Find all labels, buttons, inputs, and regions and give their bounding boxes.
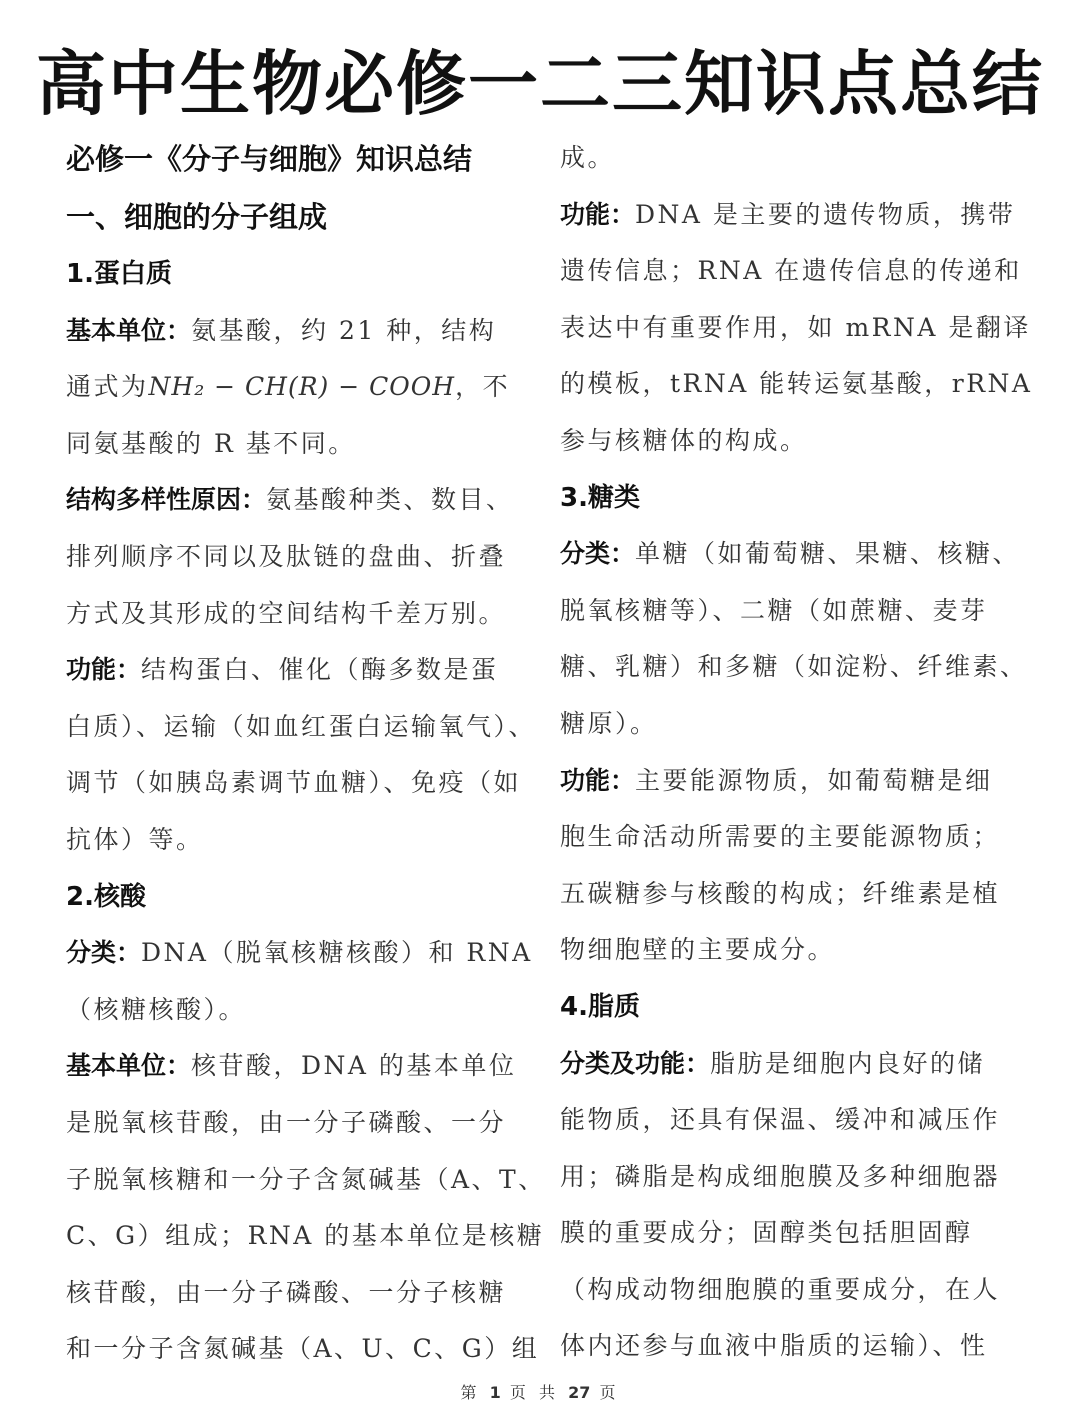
sugar-function-line: [560, 753, 1020, 810]
protein-function-line4: 抗体）等。: [66, 824, 204, 854]
formula-suffix: ，不: [455, 372, 511, 402]
protein-unit-text: 氨基酸，约 21 种，结构: [191, 315, 497, 345]
protein-diversity-line2: 排列顺序不同以及肽链的盘曲、折叠: [66, 541, 507, 571]
protein-function-line: [66, 642, 522, 699]
nucleic-unit-line6: 和一分子含氮碱基（A、U、C、G）组: [66, 1334, 540, 1364]
nucleic-function-label: 功能：: [560, 199, 636, 229]
nucleic-class-line2: （核糖核酸）。: [66, 994, 247, 1024]
lipid-line: [560, 1036, 1020, 1093]
lipid-line3: 用；磷脂是构成细胞膜及多种细胞器: [560, 1161, 1001, 1191]
protein-diversity-line3: 方式及其形成的空间结构千差万别。: [66, 598, 507, 628]
nucleic-function-line: [560, 187, 1020, 244]
nucleic-unit-text: 核苷酸，DNA 的基本单位: [191, 1051, 517, 1081]
nucleic-unit-line4: C、G）组成；RNA 的基本单位是核糖: [66, 1221, 545, 1251]
footer-suffix: 页: [599, 1383, 620, 1402]
sugar-heading: 3.糖类: [560, 482, 640, 513]
lipid-label: 分类及功能：: [560, 1048, 711, 1078]
current-page-number: 1: [489, 1383, 501, 1402]
page-title: 高中生物必修一二三知识点总结: [36, 43, 1044, 125]
nucleic-function-line5: 参与核糖体的构成。: [560, 425, 808, 455]
lipid-line6: 体内还参与血液中脂质的运输）、性: [560, 1331, 988, 1361]
left-column: [66, 130, 546, 1378]
sugar-function-line4: 物细胞壁的主要成分。: [560, 935, 836, 965]
sugar-class-label: 分类：: [560, 539, 636, 569]
nucleic-function-line2: 遗传信息；RNA 在遗传信息的传递和: [560, 256, 1022, 286]
amino-acid-formula: NH₂ − CH(R) − COOH: [148, 372, 456, 402]
right-column: [560, 130, 1033, 1375]
sugar-class-line3: 糖、乳糖）和多糖（如淀粉、纤维素、: [560, 652, 1028, 682]
sugar-function-label: 功能：: [560, 765, 636, 795]
sugar-function-line2: 胞生命活动所需要的主要能源物质；: [560, 822, 1001, 852]
lipid-text: 脂肪是细胞内良好的储: [710, 1048, 986, 1078]
total-pages: 27: [568, 1383, 591, 1402]
sugar-class-line: [560, 526, 1020, 583]
nucleic-function-text: DNA 是主要的遗传物质，携带: [635, 199, 1016, 229]
protein-function-line3: 调节（如胰岛素调节血糖）、免疫（如: [66, 768, 522, 798]
footer-prefix: 第: [460, 1383, 481, 1402]
nucleic-unit-line: [66, 1038, 522, 1095]
nucleic-class-label: 分类：: [66, 938, 142, 968]
protein-function-label: 功能：: [66, 655, 142, 685]
nucleic-unit-line5: 核苷酸，由一分子磷酸、一分子核糖: [66, 1277, 507, 1307]
lipid-line5: （构成动物细胞膜的重要成分，在人: [560, 1274, 1001, 1304]
protein-heading: 1.蛋白质: [66, 259, 172, 289]
nucleic-unit-label: 基本单位：: [66, 1051, 192, 1081]
sugar-class-line4: 糖原）。: [560, 708, 658, 738]
footer-middle: 页 共: [509, 1383, 559, 1402]
section-heading: 一、细胞的分子组成: [66, 200, 328, 234]
sugar-function-text: 主要能源物质，如葡萄糖是细: [635, 765, 993, 795]
protein-diversity-line: [66, 472, 522, 529]
sugar-class-text: 单糖（如葡萄糖、果糖、核糖、: [635, 539, 1021, 569]
sugar-function-line3: 五碳糖参与核酸的构成；纤维素是植: [560, 878, 1001, 908]
protein-unit-line3: 同氨基酸的 R 基不同。: [66, 428, 356, 458]
nucleic-heading: 2.核酸: [66, 881, 146, 912]
lipid-line2: 能物质，还具有保温、缓冲和减压作: [560, 1105, 1001, 1135]
lipid-heading: 4.脂质: [560, 991, 640, 1022]
protein-function-line2: 白质）、运输（如血红蛋白运输氧气）、: [66, 711, 537, 741]
nucleic-class-line: [66, 925, 533, 982]
lipid-line4: 膜的重要成分；固醇类包括胆固醇: [560, 1218, 973, 1248]
nucleic-function-line4: 的模板，tRNA 能转运氨基酸，rRNA: [560, 369, 1033, 399]
protein-formula-line: [66, 359, 522, 416]
sugar-class-line2: 脱氧核糖等）、二糖（如蔗糖、麦芽: [560, 595, 988, 625]
protein-unit-label: 基本单位：: [66, 315, 192, 345]
protein-unit-line: [66, 303, 522, 360]
page-footer: [0, 1380, 1080, 1403]
nucleic-function-line3: 表达中有重要作用，如 mRNA 是翻译: [560, 312, 1031, 342]
protein-function-text: 结构蛋白、催化（酶多数是蛋: [141, 655, 499, 685]
nucleic-unit-line2: 是脱氧核苷酸，由一分子磷酸、一分: [66, 1107, 507, 1137]
protein-diversity-label: 结构多样性原因：: [66, 485, 267, 515]
nucleic-unit-line3: 子脱氧核糖和一分子含氮碱基（A、T、: [66, 1164, 546, 1194]
doc-heading: 必修一《分子与细胞》知识总结: [66, 142, 473, 176]
formula-prefix: 通式为: [66, 372, 149, 402]
protein-diversity-text: 氨基酸种类、数目、: [266, 485, 514, 515]
continuation-line: 成。: [560, 143, 616, 172]
nucleic-class-text: DNA（脱氧核糖核酸）和 RNA: [141, 938, 533, 968]
